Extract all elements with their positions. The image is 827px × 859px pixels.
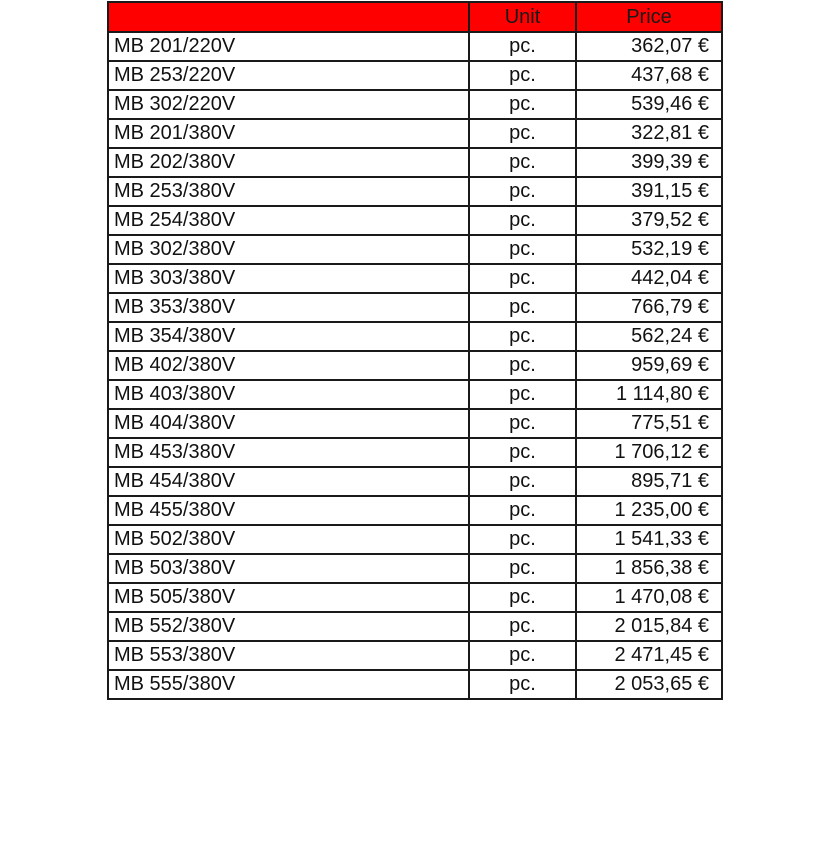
price-cell: 391,15 € [576,177,722,206]
table-row [108,351,722,380]
unit-cell: pc. [469,61,576,90]
table-row [108,612,722,641]
price-cell: 895,71 € [576,467,722,496]
table-row [108,438,722,467]
unit-cell: pc. [469,177,576,206]
table-row [108,409,722,438]
model-cell: MB 502/380V [108,525,469,554]
unit-cell: pc. [469,438,576,467]
table-row [108,177,722,206]
unit-cell: pc. [469,119,576,148]
table-row [108,525,722,554]
model-cell: MB 404/380V [108,409,469,438]
table-row [108,554,722,583]
table-row [108,90,722,119]
price-cell: 437,68 € [576,61,722,90]
price-cell: 775,51 € [576,409,722,438]
price-cell: 1 114,80 € [576,380,722,409]
model-cell: MB 253/220V [108,61,469,90]
model-cell: MB 453/380V [108,438,469,467]
price-cell: 1 706,12 € [576,438,722,467]
model-cell: MB 402/380V [108,351,469,380]
price-cell: 539,46 € [576,90,722,119]
price-cell: 532,19 € [576,235,722,264]
unit-cell: pc. [469,467,576,496]
model-cell: MB 302/380V [108,235,469,264]
price-cell: 959,69 € [576,351,722,380]
header-price: Price [576,2,722,32]
header-model [108,2,469,32]
table-body [108,32,722,699]
unit-cell: pc. [469,554,576,583]
unit-cell: pc. [469,525,576,554]
model-cell: MB 201/220V [108,32,469,61]
table-row [108,322,722,351]
model-cell: MB 503/380V [108,554,469,583]
unit-cell: pc. [469,148,576,177]
header-row [108,2,722,32]
table-row [108,148,722,177]
price-cell: 766,79 € [576,293,722,322]
model-cell: MB 455/380V [108,496,469,525]
model-cell: MB 254/380V [108,206,469,235]
model-cell: MB 302/220V [108,90,469,119]
table-row [108,496,722,525]
model-cell: MB 353/380V [108,293,469,322]
price-cell: 1 856,38 € [576,554,722,583]
model-cell: MB 202/380V [108,148,469,177]
model-cell: MB 201/380V [108,119,469,148]
table-row [108,32,722,61]
price-cell: 399,39 € [576,148,722,177]
unit-cell: pc. [469,293,576,322]
model-cell: MB 253/380V [108,177,469,206]
price-cell: 1 541,33 € [576,525,722,554]
price-cell: 322,81 € [576,119,722,148]
model-cell: MB 555/380V [108,670,469,699]
unit-cell: pc. [469,496,576,525]
table-row [108,235,722,264]
unit-cell: pc. [469,235,576,264]
unit-cell: pc. [469,583,576,612]
unit-cell: pc. [469,32,576,61]
model-cell: MB 552/380V [108,612,469,641]
unit-cell: pc. [469,90,576,119]
table-row [108,119,722,148]
price-cell: 2 015,84 € [576,612,722,641]
price-cell: 562,24 € [576,322,722,351]
table-row [108,641,722,670]
price-cell: 379,52 € [576,206,722,235]
price-cell: 2 471,45 € [576,641,722,670]
price-cell: 2 053,65 € [576,670,722,699]
table-row [108,467,722,496]
model-cell: MB 454/380V [108,467,469,496]
table-row [108,293,722,322]
model-cell: MB 553/380V [108,641,469,670]
unit-cell: pc. [469,670,576,699]
model-cell: MB 403/380V [108,380,469,409]
model-cell: MB 354/380V [108,322,469,351]
table-header [108,2,722,32]
unit-cell: pc. [469,409,576,438]
header-unit: Unit [469,2,576,32]
price-cell: 1 470,08 € [576,583,722,612]
unit-cell: pc. [469,612,576,641]
unit-cell: pc. [469,322,576,351]
table-row [108,264,722,293]
price-table [107,1,723,700]
table-row [108,380,722,409]
unit-cell: pc. [469,380,576,409]
unit-cell: pc. [469,206,576,235]
table-row [108,206,722,235]
model-cell: MB 505/380V [108,583,469,612]
model-cell: MB 303/380V [108,264,469,293]
unit-cell: pc. [469,351,576,380]
table-row [108,583,722,612]
unit-cell: pc. [469,264,576,293]
price-cell: 442,04 € [576,264,722,293]
table-row [108,670,722,699]
price-cell: 362,07 € [576,32,722,61]
table-row [108,61,722,90]
price-cell: 1 235,00 € [576,496,722,525]
unit-cell: pc. [469,641,576,670]
